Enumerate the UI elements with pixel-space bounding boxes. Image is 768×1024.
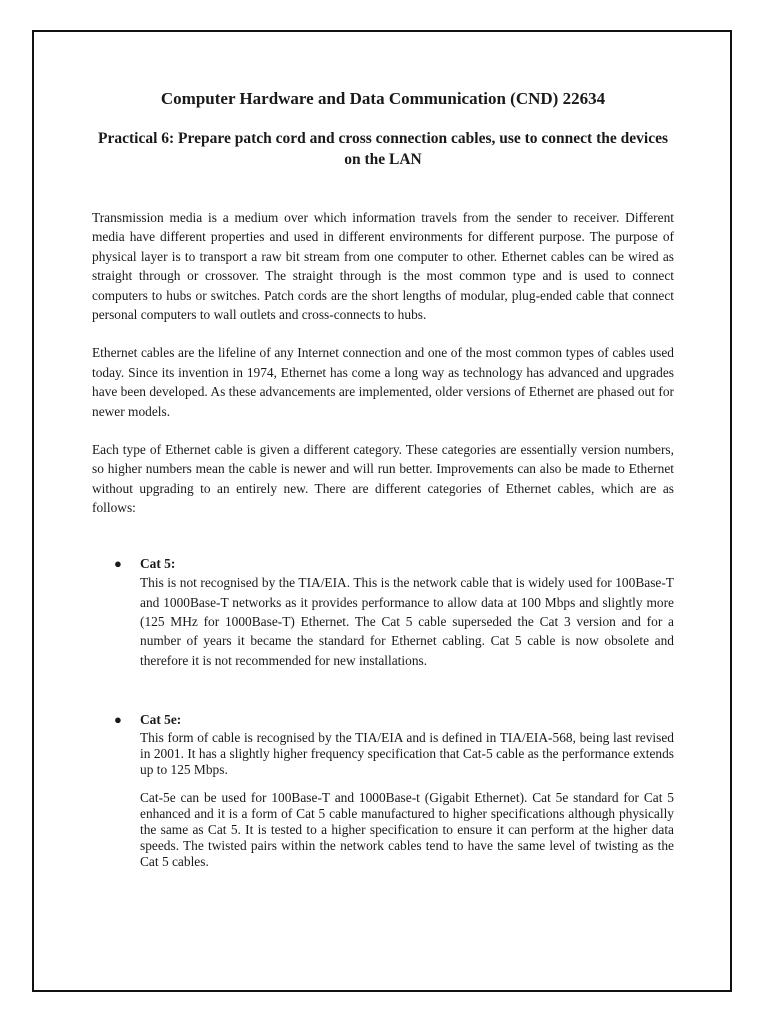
list-item-cat5e [92,710,674,869]
list-item-cat5 [92,554,674,670]
intro-paragraph: Transmission media is a medium over which information travels from the sender to receiver. Different media have different properties and used in different environments for different purpose. The purpose of physical layer is to transport a raw bit stream from one computer to other. Ethernet cables can be wired as straight through or crossover. The straight through is the most common type and is used to connect computers to hubs or switches. Patch cords are the short lengths of modular, plug-ended cable that connect personal computers to wall outlets and cross-connects to hubs. [92,210,674,323]
document-title: Computer Hardware and Data Communication (CND) 22634 [160,89,606,108]
categories-intro-paragraph: Each type of Ethernet cable is given a different category. These categories are essentially version numbers, so higher numbers mean the cable is newer and will run better. Improvements can also be made to Ethernet without upgrading to an entirely new. There are different categories of Ethernet cables, which are as follows: [92,442,674,516]
ethernet-history-paragraph: Ethernet cables are the lifeline of any Internet connection and one of the most common types of cables used today. Since its invention in 1974, Ethernet has come a long way as technology has advanced and upgrades have been developed. As these advancements are implemented, older versions of Ethernet are phased out for newer models. [92,345,674,419]
document-body [92,88,674,910]
bullet-icon: ● [114,712,122,728]
cat5-description: This is not recognised by the TIA/EIA. This is the network cable that is widely used for 100Base-T and 1000Base-T networks as it provides performance to allow data at 100 Mbps and slightly more (125 MHz for 1000Base-T) Ethernet. The Cat 5 cable superseded the Cat 3 version and for a number of years it became the standard for Ethernet cabling. Cat 5 cable is now obsolete and therefore it is not recommended for new installations. [140,575,674,668]
cat5e-heading: Cat 5e: [140,712,182,728]
category-list [92,554,674,870]
bullet-icon: ● [114,555,122,571]
cat5e-description: This form of cable is recognised by the TIA/EIA and is defined in TIA/EIA-568, being last revised in 2001. It has a slightly higher frequency specification that Cat-5 cable as the performance extends up to 125 Mbps. [140,729,674,777]
practical-title: Practical 6: Prepare patch cord and cross connection cables, use to connect the devices on the LAN [98,130,668,168]
cat5-heading: Cat 5: [140,555,176,571]
cat5e-details: Cat-5e can be used for 100Base-T and 1000Base-t (Gigabit Ethernet). Cat 5e standard for Cat 5 enhanced and it is a form of Cat 5 cable manufactured to higher specifications although physically the same as Cat 5. It is tested to a higher specification to ensure it can perform at the higher data speeds. The twisted pairs within the network cables tend to have the same level of twisting as the Cat 5 cables. [140,789,674,869]
